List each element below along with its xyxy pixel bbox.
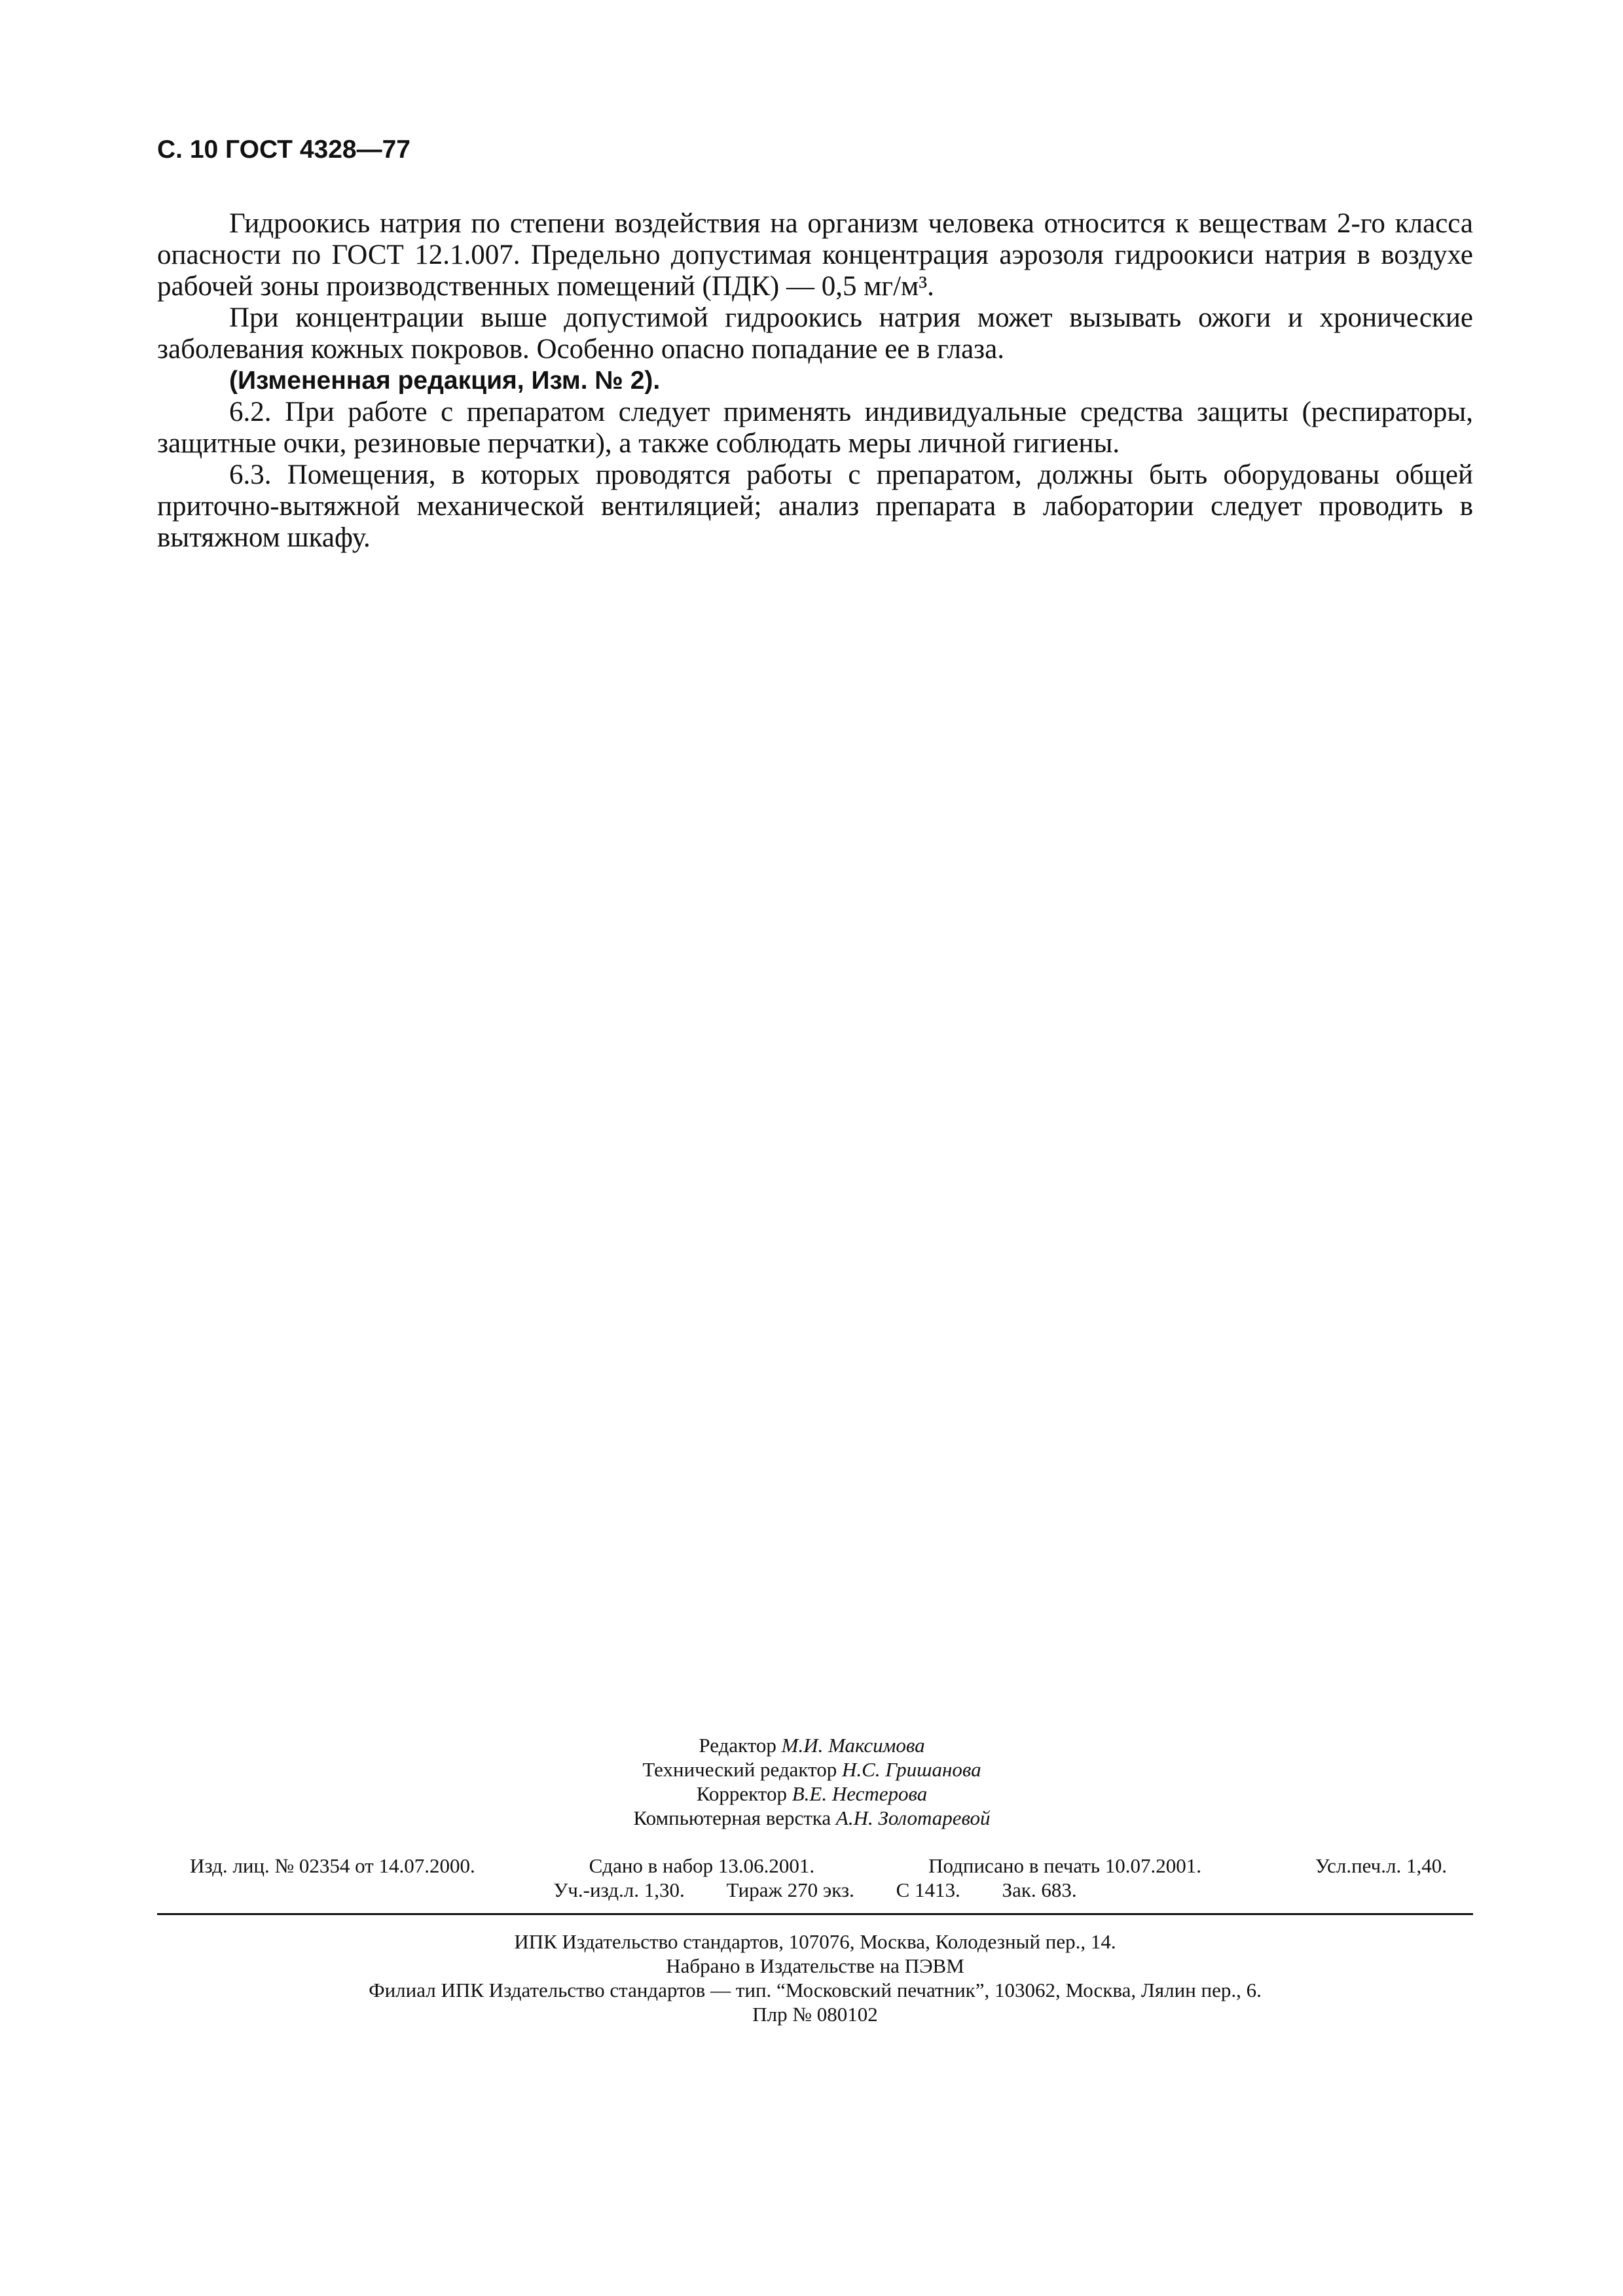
credit-technical-editor	[484, 1757, 1139, 1782]
imprint-row	[157, 1854, 1473, 1878]
print-run: Тираж 270 экз.	[726, 1878, 854, 1901]
paragraph-6-2: 6.2. При работе с препаратом следует применять индивидуальные средства защиты (респираторы, защитные очки, резиновые перчатки), а также соблюдать меры личной гигиены.	[157, 397, 1473, 459]
print-signed-date: Подписано в печать 10.07.2001.	[928, 1854, 1201, 1877]
credit-role: Технический редактор	[642, 1758, 837, 1781]
paragraph-toxicity: Гидроокись натрия по степени воздействия на организм человека относится к веществам 2-го класса опасности по ГОСТ 12.1.007. Предельно допустимая концентрация аэрозоля гидроокиси натрия в воздухе рабочей зоны производственных помещений (ПДК) — 0,5 мг/м³.	[157, 208, 1473, 302]
credit-name: В.Е. Нестерова	[792, 1782, 928, 1805]
print-imprint	[157, 1854, 1473, 1902]
page-header: С. 10 ГОСТ 4328—77	[157, 135, 410, 164]
imprint-row	[157, 1878, 1473, 1902]
body-text	[157, 208, 1473, 554]
credit-proofreader	[484, 1782, 1139, 1806]
credit-editor	[484, 1733, 1139, 1757]
publisher-address: ИПК Издательство стандартов, 107076, Москва, Колодезный пер., 14.	[514, 1930, 1116, 1953]
printing-house: Филиал ИПК Издательство стандартов — тип. “Московский печатник”, 103062, Москва, Лялин пер., 6.	[369, 1979, 1262, 2001]
printing-license: Плр № 080102	[752, 2003, 878, 2026]
printed-sheets: Усл.печ.л. 1,40.	[1315, 1854, 1447, 1877]
editorial-credits	[484, 1733, 1139, 1830]
publisher-info	[157, 1929, 1473, 2026]
paragraph-6-3: 6.3. Помещения, в которых проводятся работы с препаратом, должны быть оборудованы общей приточно-вытяжной механической вентиляцией; анализ препарата в лаборатории следует проводить в вытяжном шкафу.	[157, 459, 1473, 553]
credit-name: М.И. Максимова	[781, 1734, 925, 1757]
paragraph-hazard: При концентрации выше допустимой гидроокись натрия может вызывать ожоги и хронические заболевания кожных покровов. Особенно опасно попадание ее в глаза.	[157, 302, 1473, 365]
typeset-note: Набрано в Издательстве на ПЭВМ	[666, 1954, 964, 1977]
divider	[157, 1913, 1473, 1915]
credit-name: А.Н. Золотаревой	[835, 1806, 991, 1829]
credit-name: Н.С. Гришанова	[841, 1758, 981, 1781]
credit-role: Редактор	[699, 1734, 776, 1757]
order-number: Зак. 683.	[1002, 1878, 1077, 1901]
credit-role: Корректор	[696, 1782, 787, 1805]
license-number: Изд. лиц. № 02354 от 14.07.2000.	[190, 1854, 475, 1877]
publisher-sheets: Уч.-изд.л. 1,30.	[553, 1878, 685, 1901]
credit-role: Компьютерная верстка	[633, 1806, 831, 1829]
amendment-note: (Измененная редакция, Изм. № 2).	[229, 367, 661, 395]
credit-layout	[484, 1806, 1139, 1830]
typeset-date: Сдано в набор 13.06.2001.	[589, 1854, 815, 1877]
catalog-number: С 1413.	[896, 1878, 960, 1901]
